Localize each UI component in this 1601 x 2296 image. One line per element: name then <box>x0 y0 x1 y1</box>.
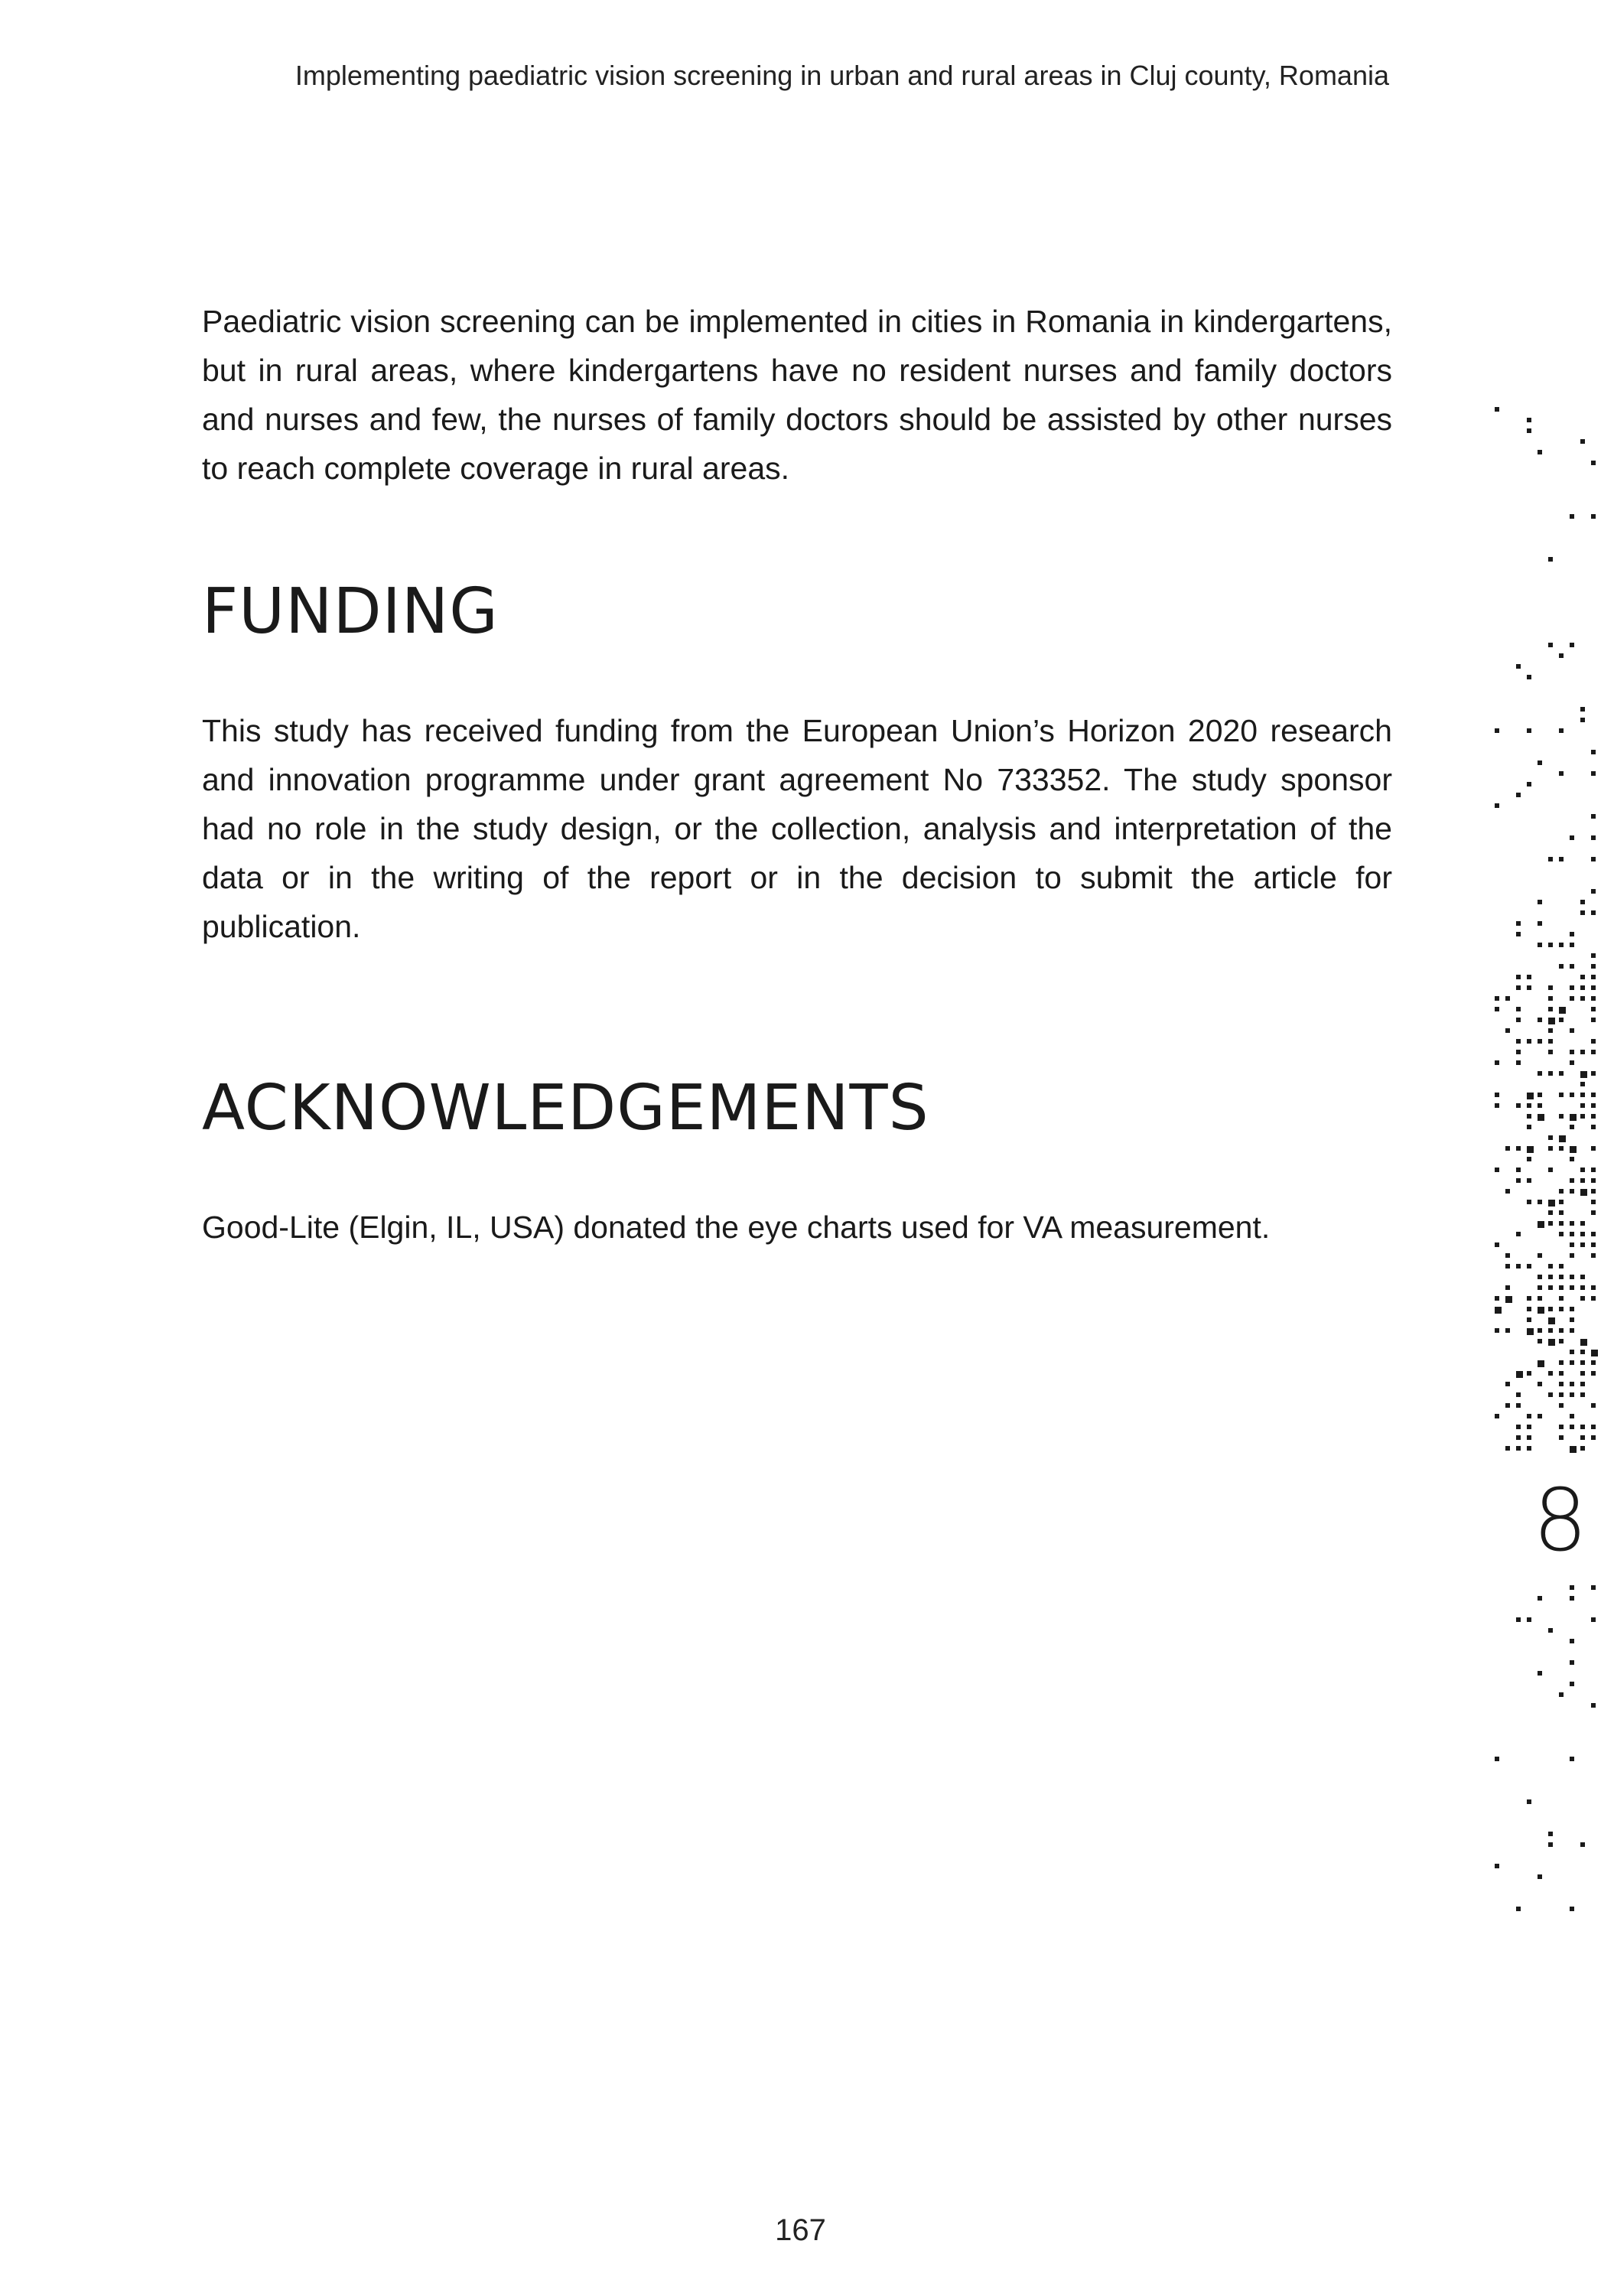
pattern-dot <box>1495 1328 1499 1333</box>
pattern-dot <box>1538 1339 1542 1343</box>
pattern-dot <box>1548 1050 1553 1054</box>
pattern-dot <box>1527 1414 1531 1418</box>
pattern-dot <box>1505 1189 1510 1194</box>
pattern-dot <box>1495 1007 1499 1011</box>
pattern-dot <box>1591 964 1596 969</box>
pattern-dot <box>1591 1039 1596 1044</box>
pattern-dot <box>1548 943 1553 947</box>
pattern-dot <box>1505 1285 1510 1290</box>
pattern-dot <box>1591 750 1596 754</box>
pattern-dot <box>1570 1682 1574 1686</box>
pattern-dot <box>1559 1007 1566 1014</box>
pattern-dot <box>1591 1296 1596 1301</box>
acknowledgements-heading: ACKNOWLEDGEMENTS <box>202 1072 929 1145</box>
pattern-dot <box>1570 643 1574 647</box>
pattern-dot <box>1527 428 1531 433</box>
pattern-dot <box>1516 1435 1521 1440</box>
pattern-dot <box>1591 771 1596 776</box>
pattern-dot <box>1591 1435 1596 1440</box>
pattern-dot <box>1591 1703 1596 1708</box>
pattern-dot <box>1580 1339 1587 1346</box>
pattern-dot <box>1538 1018 1542 1022</box>
pattern-dot <box>1548 1018 1555 1024</box>
pattern-dot <box>1570 1146 1577 1153</box>
pattern-dot <box>1548 643 1553 647</box>
pattern-dot <box>1591 1232 1596 1236</box>
pattern-dot <box>1538 1296 1542 1301</box>
pattern-dot <box>1591 1360 1596 1365</box>
pattern-dot <box>1495 1103 1499 1108</box>
pattern-dot <box>1559 1189 1564 1194</box>
pattern-dot <box>1527 1178 1531 1183</box>
pattern-dot <box>1559 1146 1564 1151</box>
pattern-dot <box>1516 1168 1521 1172</box>
pattern-dot <box>1570 1639 1574 1643</box>
pattern-dot <box>1570 1242 1574 1247</box>
pattern-dot <box>1527 1114 1531 1119</box>
pattern-dot <box>1538 1114 1544 1121</box>
pattern-dot <box>1570 1425 1574 1429</box>
pattern-dot <box>1527 1317 1531 1322</box>
pattern-dot <box>1580 1382 1585 1386</box>
pattern-dot <box>1559 1221 1564 1226</box>
pattern-dot <box>1538 1328 1542 1333</box>
pattern-dot <box>1548 1146 1553 1151</box>
pattern-dot <box>1548 1071 1553 1076</box>
pattern-dot <box>1559 1114 1564 1119</box>
pattern-dot <box>1538 1671 1542 1676</box>
pattern-dot <box>1495 1307 1502 1314</box>
pattern-dot <box>1580 1103 1585 1108</box>
pattern-dot <box>1505 1264 1510 1268</box>
pattern-dot <box>1570 1232 1574 1236</box>
pattern-dot <box>1527 1125 1531 1129</box>
pattern-dot <box>1580 1435 1585 1440</box>
pattern-dot <box>1538 1275 1542 1279</box>
pattern-dot <box>1505 1146 1510 1151</box>
pattern-dot <box>1527 1200 1531 1204</box>
pattern-dot <box>1570 1660 1574 1665</box>
pattern-dot <box>1559 1210 1564 1215</box>
pattern-dot <box>1591 953 1596 958</box>
pattern-dot <box>1505 1028 1510 1033</box>
pattern-dot <box>1538 921 1542 926</box>
pattern-dot <box>1559 1285 1564 1290</box>
pattern-dot <box>1570 835 1574 840</box>
pattern-dot <box>1591 1242 1596 1247</box>
pattern-dot <box>1580 1093 1585 1097</box>
pattern-dot <box>1559 1692 1564 1697</box>
pattern-dot <box>1591 835 1596 840</box>
pattern-dot <box>1580 1071 1587 1078</box>
pattern-dot <box>1591 814 1596 819</box>
pattern-dot <box>1538 1285 1542 1290</box>
pattern-dot <box>1580 1842 1585 1847</box>
pattern-dot <box>1548 1317 1555 1324</box>
pattern-dot <box>1591 1178 1596 1183</box>
pattern-dot <box>1559 857 1564 861</box>
pattern-dot <box>1548 996 1553 1001</box>
pattern-dot <box>1527 1799 1531 1804</box>
pattern-dot <box>1580 1168 1585 1172</box>
pattern-dot <box>1495 1242 1499 1247</box>
pattern-dot <box>1570 1414 1574 1418</box>
pattern-dot <box>1505 1382 1510 1386</box>
pattern-dot <box>1527 1425 1531 1429</box>
intro-paragraph: Paediatric vision screening can be implemented in cities in Romania in kindergartens, but in rural areas, where kindergartens have no resident nurses and family doctors and nurses and few, the nurses of family doctors should be assisted by other nurses to reach complete coverage in rural areas. <box>202 304 1392 486</box>
running-header: Implementing paediatric vision screening in urban and rural areas in Cluj county, Romania <box>294 60 1389 91</box>
pattern-dot <box>1591 1285 1596 1290</box>
pattern-dot <box>1548 1007 1553 1011</box>
funding-heading: FUNDING <box>202 575 499 648</box>
pattern-dot <box>1516 932 1521 936</box>
pattern-dot <box>1591 1210 1596 1215</box>
pattern-dot <box>1505 1328 1510 1333</box>
pattern-dot <box>1538 1039 1542 1044</box>
pattern-dot <box>1570 1060 1574 1065</box>
pattern-dot <box>1580 1425 1585 1429</box>
pattern-dot <box>1580 1050 1585 1054</box>
pattern-dot <box>1548 1842 1553 1847</box>
acknowledgements-paragraph: Good-Lite (Elgin, IL, USA) donated the eye charts used for VA measurement. <box>202 1210 1271 1245</box>
pattern-dot <box>1505 996 1510 1001</box>
pattern-dot <box>1495 1414 1499 1418</box>
pattern-dot <box>1548 1832 1553 1836</box>
pattern-dot <box>1548 1039 1553 1044</box>
pattern-dot <box>1516 1392 1521 1397</box>
pattern-dot <box>1495 1168 1499 1172</box>
pattern-dot <box>1495 1093 1499 1097</box>
pattern-dot <box>1559 1093 1564 1097</box>
pattern-dot <box>1591 1050 1596 1054</box>
pattern-dot <box>1516 1371 1523 1378</box>
pattern-dot <box>1591 1071 1596 1076</box>
pattern-dot <box>1516 1050 1521 1054</box>
pattern-dot <box>1495 1864 1499 1868</box>
pattern-dot <box>1580 718 1585 722</box>
pattern-dot <box>1538 760 1542 765</box>
pattern-dot <box>1548 1221 1553 1226</box>
pattern-dot <box>1570 514 1574 519</box>
pattern-dot <box>1527 1371 1531 1376</box>
pattern-dot <box>1538 1253 1542 1258</box>
pattern-dot <box>1516 1103 1521 1108</box>
pattern-dot <box>1538 1596 1542 1601</box>
pattern-dot <box>1548 1168 1553 1172</box>
pattern-dot <box>1570 1350 1574 1354</box>
pattern-dot <box>1548 1210 1553 1215</box>
pattern-dot <box>1591 910 1596 915</box>
pattern-dot <box>1548 1264 1553 1268</box>
pattern-dot <box>1570 1757 1574 1761</box>
pattern-dot <box>1570 1328 1574 1333</box>
pattern-dot <box>1570 943 1574 947</box>
pattern-dot <box>1538 1103 1542 1108</box>
pattern-dot <box>1570 964 1574 969</box>
pattern-dot <box>1548 1339 1555 1346</box>
pattern-dot <box>1516 664 1521 669</box>
pattern-dot <box>1559 653 1564 658</box>
pattern-dot <box>1591 1253 1596 1258</box>
pattern-dot <box>1580 1232 1585 1236</box>
pattern-dot <box>1570 1125 1574 1129</box>
pattern-dot <box>1591 889 1596 894</box>
pattern-dot <box>1538 1874 1542 1879</box>
pattern-dot <box>1495 1296 1499 1301</box>
pattern-dot <box>1591 1425 1596 1429</box>
pattern-dot <box>1580 1275 1585 1279</box>
pattern-dot <box>1591 461 1596 465</box>
pattern-dot <box>1559 1403 1564 1408</box>
pattern-dot <box>1559 1425 1564 1429</box>
pattern-dot <box>1527 1146 1534 1153</box>
pattern-dot <box>1580 1285 1585 1290</box>
pattern-dot <box>1570 1360 1574 1365</box>
pattern-dot <box>1548 1328 1553 1333</box>
pattern-dot <box>1570 1392 1574 1397</box>
pattern-dot <box>1505 1296 1512 1303</box>
pattern-dot <box>1559 771 1564 776</box>
pattern-dot <box>1548 1135 1553 1140</box>
pattern-dot <box>1527 1264 1531 1268</box>
pattern-dot <box>1527 1617 1531 1622</box>
pattern-dot <box>1591 996 1596 1001</box>
pattern-dot <box>1570 1585 1574 1590</box>
pattern-dot <box>1516 793 1521 797</box>
pattern-dot <box>1591 1200 1596 1204</box>
pattern-dot <box>1516 1617 1521 1622</box>
pattern-dot <box>1516 1007 1521 1011</box>
pattern-dot <box>1538 1093 1542 1097</box>
pattern-dot <box>1538 1382 1542 1386</box>
pattern-dot <box>1591 1189 1596 1194</box>
pattern-dot <box>1580 985 1585 990</box>
pattern-dot <box>1559 1339 1564 1343</box>
pattern-dot <box>1580 1082 1585 1086</box>
pattern-dot <box>1538 450 1542 454</box>
pattern-dot <box>1580 1242 1585 1247</box>
pattern-dot <box>1591 1007 1596 1011</box>
pattern-dot <box>1570 1050 1574 1054</box>
pattern-dot <box>1591 1146 1596 1151</box>
pattern-dot <box>1580 1392 1585 1397</box>
pattern-dot <box>1580 1350 1585 1354</box>
pattern-dot <box>1516 985 1521 990</box>
pattern-dot <box>1527 1446 1531 1451</box>
pattern-dot <box>1548 1028 1553 1033</box>
pattern-dot <box>1527 418 1531 422</box>
page-number: 167 <box>775 2213 826 2247</box>
pattern-dot <box>1548 1392 1553 1397</box>
pattern-dot <box>1548 1285 1553 1290</box>
pattern-dot <box>1548 1307 1553 1311</box>
pattern-dot <box>1591 1371 1596 1376</box>
pattern-dot <box>1570 1221 1574 1226</box>
pattern-dot <box>1591 1018 1596 1022</box>
pattern-dot <box>1516 1039 1521 1044</box>
pattern-dot <box>1538 900 1542 904</box>
pattern-dot <box>1548 985 1553 990</box>
pattern-dot <box>1580 900 1585 904</box>
pattern-dot <box>1548 857 1553 861</box>
pattern-dot <box>1538 1200 1542 1204</box>
pattern-dot <box>1570 1253 1574 1258</box>
pattern-dot <box>1580 996 1585 1001</box>
pattern-dot <box>1580 1296 1585 1301</box>
pattern-dot <box>1516 1425 1521 1429</box>
pattern-dot <box>1570 1317 1574 1322</box>
pattern-dot <box>1559 1296 1564 1301</box>
pattern-dot <box>1570 1907 1574 1911</box>
pattern-dot <box>1580 1360 1585 1365</box>
pattern-dot <box>1505 1253 1510 1258</box>
pattern-dot <box>1516 1403 1521 1408</box>
pattern-dot <box>1570 1114 1577 1121</box>
pattern-dot <box>1559 728 1564 733</box>
pattern-dot <box>1580 910 1585 915</box>
pattern-dot <box>1527 1157 1531 1161</box>
pattern-dot <box>1538 943 1542 947</box>
pattern-dot <box>1559 943 1564 947</box>
pattern-dot <box>1591 514 1596 519</box>
pattern-dot <box>1548 1200 1555 1207</box>
pattern-dot <box>1559 1360 1564 1365</box>
pattern-dot <box>1495 407 1499 412</box>
pattern-dot <box>1516 1060 1521 1065</box>
pattern-dot <box>1516 1018 1521 1022</box>
pattern-dot <box>1591 1114 1596 1119</box>
pattern-dot <box>1580 1446 1585 1451</box>
pattern-dot <box>1516 1232 1521 1236</box>
pattern-dot <box>1559 1018 1564 1022</box>
pattern-dot <box>1570 1028 1574 1033</box>
pattern-dot <box>1591 1093 1596 1097</box>
main-content <box>202 297 1392 1252</box>
pattern-dot <box>1527 1093 1534 1099</box>
pattern-dot <box>1527 1103 1531 1108</box>
pattern-dot <box>1559 1307 1564 1311</box>
pattern-dot <box>1570 1596 1574 1601</box>
pattern-dot <box>1516 1446 1521 1451</box>
pattern-dot <box>1538 1360 1544 1367</box>
pattern-dot <box>1591 1403 1596 1408</box>
pattern-dot <box>1548 1371 1553 1376</box>
pattern-dot <box>1495 996 1499 1001</box>
pattern-dot <box>1580 1221 1585 1226</box>
pattern-dot <box>1548 1628 1553 1633</box>
pattern-dot <box>1527 1307 1531 1311</box>
pattern-dot <box>1527 1296 1531 1301</box>
pattern-dot <box>1570 1093 1574 1097</box>
pattern-dot <box>1505 1403 1510 1408</box>
pattern-dot <box>1548 1275 1553 1279</box>
pattern-dot <box>1580 975 1585 979</box>
pattern-dot <box>1527 1328 1534 1335</box>
pattern-dot <box>1559 1435 1564 1440</box>
pattern-dot <box>1570 1307 1574 1311</box>
pattern-dot <box>1538 1414 1542 1418</box>
pattern-dot <box>1570 1382 1574 1386</box>
pattern-dot <box>1570 1275 1574 1279</box>
pattern-dot <box>1538 1071 1542 1076</box>
pattern-dot <box>1516 1264 1521 1268</box>
pattern-dot <box>1559 1264 1564 1268</box>
dotted-chapter-tab-pattern-icon <box>1490 306 1601 1913</box>
pattern-dot <box>1591 975 1596 979</box>
pattern-dot <box>1591 857 1596 861</box>
pattern-dot <box>1591 1125 1596 1129</box>
pattern-dot <box>1527 728 1531 733</box>
pattern-dot <box>1580 707 1585 712</box>
pattern-dot <box>1527 975 1531 979</box>
pattern-dot <box>1570 1157 1574 1161</box>
pattern-dot <box>1495 803 1499 808</box>
pattern-dot <box>1559 1371 1564 1376</box>
pattern-dot <box>1591 1585 1596 1590</box>
pattern-dot <box>1527 675 1531 679</box>
pattern-dot <box>1538 1221 1544 1228</box>
funding-paragraph: This study has received funding from the European Union’s Horizon 2020 research and innovation programme under grant agreement No 733352. The study sponsor had no role in the study design, or the collection, analysis and interpretation of the data or in the writing of the report or in the decision to submit the article for publication. <box>202 713 1392 944</box>
pattern-dot <box>1559 1232 1564 1236</box>
pattern-dot <box>1591 1617 1596 1622</box>
pattern-dot <box>1559 1382 1564 1386</box>
pattern-dot <box>1591 1350 1598 1356</box>
pattern-dot <box>1516 975 1521 979</box>
pattern-dot <box>1570 1178 1574 1183</box>
pattern-dot <box>1527 985 1531 990</box>
pattern-dot <box>1559 1071 1564 1076</box>
pattern-dot <box>1527 1039 1531 1044</box>
pattern-dot <box>1580 1114 1585 1119</box>
pattern-dot <box>1516 1146 1521 1151</box>
pattern-dot <box>1559 1135 1566 1142</box>
pattern-dot <box>1591 985 1596 990</box>
pattern-dot <box>1559 1328 1564 1333</box>
pattern-dot <box>1570 1285 1574 1290</box>
pattern-dot <box>1495 728 1499 733</box>
pattern-dot <box>1516 1907 1521 1911</box>
pattern-dot <box>1559 964 1564 969</box>
pattern-dot <box>1538 1307 1544 1314</box>
pattern-dot <box>1559 1392 1564 1397</box>
pattern-dot <box>1570 1189 1574 1194</box>
pattern-dot <box>1516 921 1521 926</box>
pattern-dot <box>1570 985 1574 990</box>
pattern-dot <box>1580 1178 1585 1183</box>
pattern-dot <box>1580 1371 1585 1376</box>
pattern-dot <box>1505 1446 1510 1451</box>
pattern-dot <box>1591 1103 1596 1108</box>
chapter-number: 8 <box>1533 1471 1588 1571</box>
pattern-dot <box>1527 1435 1531 1440</box>
pattern-dot <box>1570 996 1574 1001</box>
pattern-dot <box>1580 439 1585 444</box>
pattern-dot <box>1570 932 1574 936</box>
pattern-dot <box>1527 782 1531 787</box>
pattern-dot <box>1570 1446 1577 1453</box>
pattern-dot <box>1559 1275 1564 1279</box>
pattern-dot <box>1495 1757 1499 1761</box>
pattern-dot <box>1548 557 1553 562</box>
pattern-dot <box>1516 1178 1521 1183</box>
pattern-dot <box>1580 1189 1587 1196</box>
pattern-dot <box>1591 1168 1596 1172</box>
pattern-dot <box>1495 1060 1499 1065</box>
pattern-dot <box>1559 1200 1564 1204</box>
